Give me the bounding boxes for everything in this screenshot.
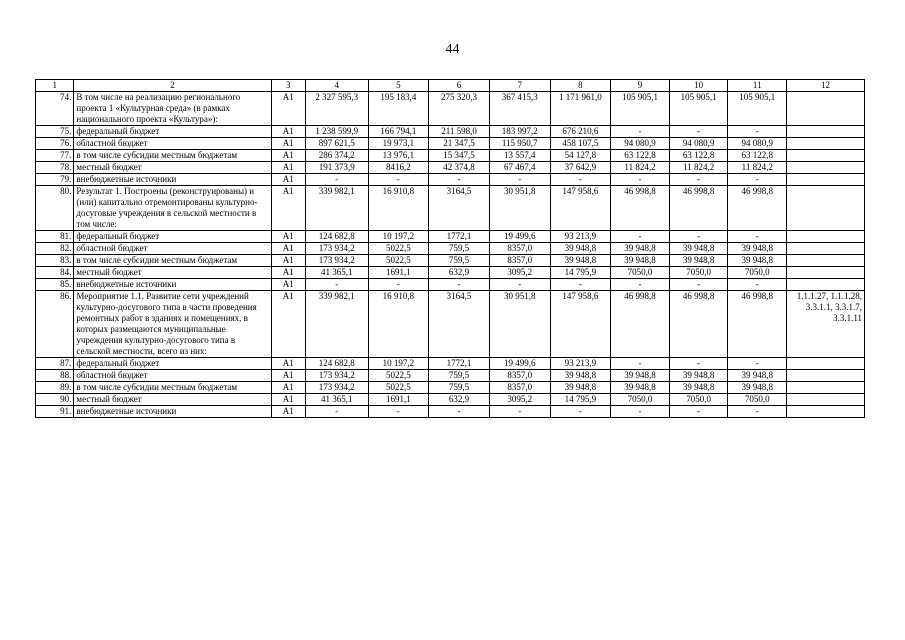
value-cell: 39 948,8 [728,255,787,267]
value-cell: 63 122,8 [669,150,728,162]
header-cell: 4 [305,80,368,92]
row-name-cell: Результат 1. Построены (реконструированы) и (или) капитально отремонтированы культурно-досуговые учреждения в сельской местности в том числе: [74,186,271,231]
value-cell: 11 824,2 [669,162,728,174]
value-cell: - [368,406,429,418]
reference-cell [787,138,865,150]
header-cell: 1 [36,80,74,92]
value-cell: 11 824,2 [611,162,670,174]
table-row [36,138,865,150]
value-cell: 30 951,8 [489,291,550,358]
value-cell: - [305,279,368,291]
reference-cell [787,243,865,255]
row-number-cell: 77. [36,150,74,162]
value-cell: 147 958,6 [550,186,611,231]
value-cell: 115 950,7 [489,138,550,150]
row-number-cell: 87. [36,358,74,370]
row-number-cell: 85. [36,279,74,291]
reference-cell [787,162,865,174]
header-cell: 6 [429,80,490,92]
value-cell: - [489,406,550,418]
row-code-cell: A1 [271,92,305,126]
row-code-cell: A1 [271,255,305,267]
row-code-cell: A1 [271,186,305,231]
value-cell: 1691,1 [368,267,429,279]
row-name-cell: федеральный бюджет [74,231,271,243]
header-cell: 8 [550,80,611,92]
reference-cell [787,255,865,267]
value-cell: 39 948,8 [728,370,787,382]
reference-cell [787,358,865,370]
value-cell: 8357,0 [489,370,550,382]
reference-cell [787,150,865,162]
value-cell: - [728,358,787,370]
row-code-cell: A1 [271,370,305,382]
value-cell: 286 374,2 [305,150,368,162]
row-name-cell: внебюджетные источники [74,279,271,291]
value-cell: 2 327 595,3 [305,92,368,126]
value-cell: - [611,231,670,243]
row-name-cell: федеральный бюджет [74,358,271,370]
reference-cell [787,92,865,126]
value-cell: 1772,1 [429,358,490,370]
row-name-cell: В том числе на реализацию регионального проекта 1 «Культурная среда» (в рамках национального проекта «Культура»): [74,92,271,126]
row-number-cell: 80. [36,186,74,231]
reference-cell [787,394,865,406]
value-cell: 191 373,9 [305,162,368,174]
row-code-cell: A1 [271,162,305,174]
value-cell: 105 905,1 [669,92,728,126]
row-code-cell: A1 [271,150,305,162]
value-cell: 39 948,8 [669,382,728,394]
table-row [36,279,865,291]
table-row [36,291,865,358]
table-row [36,162,865,174]
row-code-cell: A1 [271,243,305,255]
value-cell: - [611,279,670,291]
row-number-cell: 79. [36,174,74,186]
table-row [36,267,865,279]
value-cell: 46 998,8 [728,186,787,231]
value-cell: - [305,406,368,418]
value-cell: 8357,0 [489,243,550,255]
reference-cell [787,174,865,186]
row-name-cell: областной бюджет [74,138,271,150]
row-name-cell: областной бюджет [74,243,271,255]
value-cell: 39 948,8 [550,243,611,255]
value-cell: 367 415,3 [489,92,550,126]
row-code-cell: A1 [271,291,305,358]
header-cell: 12 [787,80,865,92]
header-cell: 9 [611,80,670,92]
value-cell: 5022,5 [368,255,429,267]
table-row [36,92,865,126]
value-cell: 16 910,8 [368,186,429,231]
value-cell: - [550,279,611,291]
value-cell: - [429,279,490,291]
value-cell: - [489,279,550,291]
table-row [36,370,865,382]
header-cell: 5 [368,80,429,92]
value-cell: 759,5 [429,382,490,394]
value-cell: 166 794,1 [368,126,429,138]
value-cell: 19 499,6 [489,358,550,370]
row-number-cell: 76. [36,138,74,150]
value-cell: 632,9 [429,267,490,279]
value-cell: 42 374,8 [429,162,490,174]
reference-cell [787,231,865,243]
row-code-cell: A1 [271,138,305,150]
value-cell: 7050,0 [611,394,670,406]
value-cell: 14 795,9 [550,394,611,406]
value-cell: 7050,0 [669,394,728,406]
value-cell: - [728,231,787,243]
table-row [36,382,865,394]
header-cell: 11 [728,80,787,92]
value-cell: 124 682,8 [305,231,368,243]
row-number-cell: 89. [36,382,74,394]
value-cell: 183 997,2 [489,126,550,138]
value-cell: 19 499,6 [489,231,550,243]
reference-cell: 1.1.1.27, 1.1.1.28, 3.3.1.1, 3.3.1.7, 3.3.1.11 [787,291,865,358]
value-cell: 13 557,4 [489,150,550,162]
value-cell: 30 951,8 [489,186,550,231]
value-cell: 39 948,8 [611,382,670,394]
value-cell: 1 238 599,9 [305,126,368,138]
row-number-cell: 86. [36,291,74,358]
value-cell: 7050,0 [728,394,787,406]
value-cell: 339 982,1 [305,186,368,231]
value-cell: - [669,406,728,418]
row-code-cell: A1 [271,174,305,186]
value-cell: 3164,5 [429,291,490,358]
value-cell: 39 948,8 [669,370,728,382]
value-cell: 676 210,6 [550,126,611,138]
value-cell: 19 973,1 [368,138,429,150]
row-number-cell: 78. [36,162,74,174]
table-row [36,150,865,162]
value-cell: - [728,279,787,291]
header-cell: 7 [489,80,550,92]
reference-cell [787,186,865,231]
value-cell: 5022,5 [368,370,429,382]
row-code-cell: A1 [271,406,305,418]
value-cell: 94 080,9 [611,138,670,150]
row-name-cell: Мероприятие 1.1. Развитие сети учреждений культурно-досугового типа в части проведения ремонтных работ в зданиях и помещениях, в которых размещаются муниципальные учреждения культурно-досугового типа в сельской местности, всего из них: [74,291,271,358]
value-cell: 39 948,8 [550,255,611,267]
value-cell: 211 598,0 [429,126,490,138]
row-number-cell: 84. [36,267,74,279]
value-cell: - [429,174,490,186]
value-cell: 94 080,9 [728,138,787,150]
row-code-cell: A1 [271,126,305,138]
value-cell: 39 948,8 [550,382,611,394]
value-cell: 5022,5 [368,243,429,255]
value-cell: 759,5 [429,255,490,267]
value-cell: 39 948,8 [669,243,728,255]
value-cell: 173 934,2 [305,382,368,394]
table-row [36,358,865,370]
row-code-cell: A1 [271,231,305,243]
value-cell: 8357,0 [489,255,550,267]
value-cell: - [669,231,728,243]
value-cell: - [728,126,787,138]
value-cell: - [429,406,490,418]
table-row [36,186,865,231]
value-cell: 105 905,1 [728,92,787,126]
value-cell: 39 948,8 [611,255,670,267]
row-code-cell: A1 [271,279,305,291]
value-cell: 3095,2 [489,267,550,279]
reference-cell [787,267,865,279]
value-cell: - [611,126,670,138]
value-cell: 7050,0 [728,267,787,279]
value-cell: 632,9 [429,394,490,406]
row-name-cell: в том числе субсидии местным бюджетам [74,150,271,162]
value-cell: - [489,174,550,186]
value-cell: 11 824,2 [728,162,787,174]
row-number-cell: 74. [36,92,74,126]
value-cell: 41 365,1 [305,394,368,406]
row-name-cell: внебюджетные источники [74,406,271,418]
row-name-cell: в том числе субсидии местным бюджетам [74,382,271,394]
header-cell: 3 [271,80,305,92]
reference-cell [787,382,865,394]
value-cell: 173 934,2 [305,370,368,382]
value-cell: 7050,0 [669,267,728,279]
value-cell: 339 982,1 [305,291,368,358]
table-row [36,406,865,418]
value-cell: 173 934,2 [305,255,368,267]
value-cell: 21 347,5 [429,138,490,150]
table-row [36,255,865,267]
table-row [36,243,865,255]
value-cell: 39 948,8 [728,243,787,255]
value-cell: 54 127,8 [550,150,611,162]
value-cell: 3164,5 [429,186,490,231]
header-cell: 10 [669,80,728,92]
value-cell: 105 905,1 [611,92,670,126]
row-code-cell: A1 [271,382,305,394]
value-cell: - [669,126,728,138]
row-code-cell: A1 [271,267,305,279]
value-cell: - [368,174,429,186]
value-cell: 67 467,4 [489,162,550,174]
value-cell: 759,5 [429,370,490,382]
value-cell: - [728,174,787,186]
reference-cell [787,406,865,418]
row-name-cell: местный бюджет [74,162,271,174]
value-cell: 759,5 [429,243,490,255]
reference-cell [787,370,865,382]
value-cell: 124 682,8 [305,358,368,370]
table-row [36,174,865,186]
value-cell: 195 183,4 [368,92,429,126]
value-cell: 275 320,3 [429,92,490,126]
row-code-cell: A1 [271,358,305,370]
value-cell: 8357,0 [489,382,550,394]
value-cell: 1691,1 [368,394,429,406]
header-cell: 2 [74,80,271,92]
value-cell: 63 122,8 [611,150,670,162]
table-row [36,126,865,138]
value-cell: 10 197,2 [368,358,429,370]
value-cell: 5022,5 [368,382,429,394]
row-number-cell: 75. [36,126,74,138]
value-cell: 897 621,5 [305,138,368,150]
value-cell: 39 948,8 [728,382,787,394]
row-name-cell: внебюджетные источники [74,174,271,186]
value-cell: 46 998,8 [611,291,670,358]
value-cell: - [550,406,611,418]
value-cell: 458 107,5 [550,138,611,150]
row-name-cell: местный бюджет [74,394,271,406]
value-cell: 46 998,8 [611,186,670,231]
row-number-cell: 91. [36,406,74,418]
row-number-cell: 81. [36,231,74,243]
value-cell: - [305,174,368,186]
value-cell: - [611,174,670,186]
value-cell: - [368,279,429,291]
value-cell: 39 948,8 [550,370,611,382]
value-cell: 16 910,8 [368,291,429,358]
row-name-cell: областной бюджет [74,370,271,382]
table-row [36,231,865,243]
value-cell: - [611,406,670,418]
value-cell: 93 213,9 [550,358,611,370]
value-cell: 39 948,8 [611,370,670,382]
value-cell: 7050,0 [611,267,670,279]
row-number-cell: 83. [36,255,74,267]
row-code-cell: A1 [271,394,305,406]
value-cell: 15 347,5 [429,150,490,162]
value-cell: 93 213,9 [550,231,611,243]
value-cell: 94 080,9 [669,138,728,150]
value-cell: 8416,2 [368,162,429,174]
value-cell: 39 948,8 [669,255,728,267]
value-cell: 14 795,9 [550,267,611,279]
table-row [36,394,865,406]
value-cell: 46 998,8 [728,291,787,358]
value-cell: 3095,2 [489,394,550,406]
value-cell: - [669,279,728,291]
row-number-cell: 90. [36,394,74,406]
value-cell: 13 976,1 [368,150,429,162]
page-number: 44 [445,42,460,57]
row-name-cell: в том числе субсидии местным бюджетам [74,255,271,267]
budget-table [35,79,865,418]
row-name-cell: федеральный бюджет [74,126,271,138]
value-cell: - [550,174,611,186]
value-cell: 41 365,1 [305,267,368,279]
value-cell: 37 642,9 [550,162,611,174]
header-row [36,80,865,92]
value-cell: 173 934,2 [305,243,368,255]
value-cell: 1 171 961,0 [550,92,611,126]
row-number-cell: 88. [36,370,74,382]
value-cell: 63 122,8 [728,150,787,162]
value-cell: - [669,358,728,370]
value-cell: - [611,358,670,370]
reference-cell [787,126,865,138]
value-cell: 147 958,6 [550,291,611,358]
row-number-cell: 82. [36,243,74,255]
reference-cell [787,279,865,291]
value-cell: - [728,406,787,418]
value-cell: - [669,174,728,186]
value-cell: 1772,1 [429,231,490,243]
value-cell: 10 197,2 [368,231,429,243]
row-name-cell: местный бюджет [74,267,271,279]
value-cell: 46 998,8 [669,186,728,231]
value-cell: 39 948,8 [611,243,670,255]
value-cell: 46 998,8 [669,291,728,358]
